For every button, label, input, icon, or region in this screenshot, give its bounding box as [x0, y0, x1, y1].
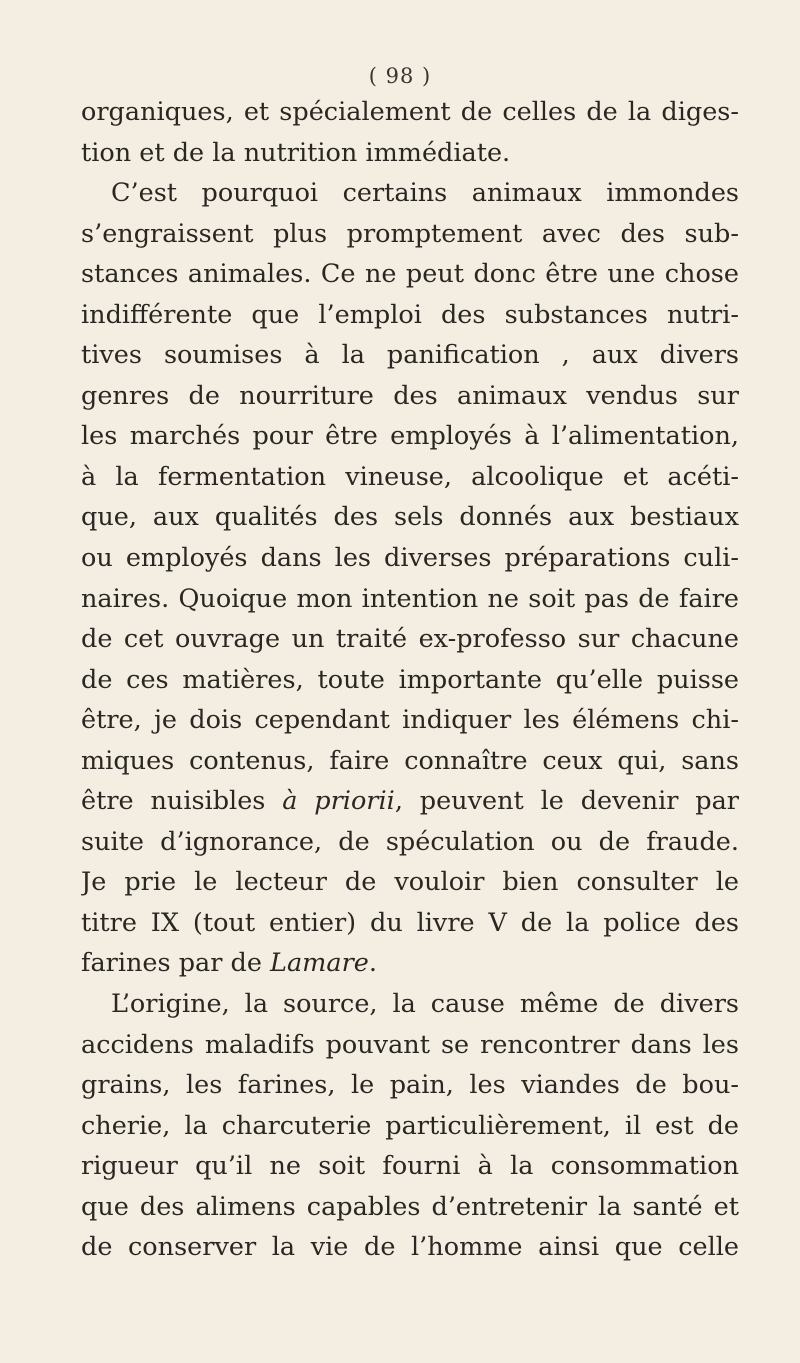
text-line — [81, 335, 739, 376]
text-line — [81, 133, 739, 174]
text-segment: être nuisibles — [81, 786, 283, 817]
text-line — [81, 660, 739, 701]
text-segment: miques contenus, faire connaître ceux qui, sans — [81, 745, 739, 776]
text-segment: . — [368, 948, 377, 979]
text-segment: , peuvent le devenir par — [394, 786, 739, 817]
italic-text: à priorii — [282, 786, 395, 817]
text-segment: naires. Quoique mon intention ne soit pas de faire — [81, 583, 739, 614]
body-text — [81, 92, 739, 1268]
text-segment: indifférente que l’emploi des substances nutri- — [81, 299, 739, 330]
text-segment: de conserver la vie de l’homme ainsi que celle — [81, 1232, 739, 1263]
text-segment: rigueur qu’il ne soit fourni à la consommation — [81, 1151, 739, 1182]
text-line — [81, 376, 739, 417]
text-segment: suite d’ignorance, de spéculation ou de fraude. — [81, 826, 739, 857]
page-number: ( 98 ) — [368, 64, 432, 88]
text-line — [81, 579, 739, 620]
text-line — [81, 1025, 739, 1066]
text-segment: farines par de — [81, 948, 271, 979]
text-line — [81, 1227, 739, 1268]
text-segment: stances animales. Ce ne peut donc être une chose — [81, 259, 739, 290]
text-line — [81, 781, 739, 822]
text-line — [81, 538, 739, 579]
text-segment: cherie, la charcuterie particulièrement, il est de — [81, 1110, 739, 1141]
text-line — [81, 173, 739, 214]
text-line — [81, 497, 739, 538]
text-segment: s’engraissent plus promptement avec des sub- — [81, 218, 739, 249]
text-segment: C’est pourquoi certains animaux immondes — [111, 178, 739, 209]
text-segment: ou employés dans les diverses préparations culi- — [81, 543, 739, 574]
text-segment: être, je dois cependant indiquer les élémens chi- — [81, 705, 739, 736]
text-segment: les marchés pour être employés à l’alimentation, — [81, 421, 739, 452]
text-line — [81, 984, 739, 1025]
text-line — [81, 619, 739, 660]
text-line — [81, 862, 739, 903]
text-segment: titre IX (tout entier) du livre V de la police des — [81, 907, 739, 938]
text-segment: organiques, et spécialement de celles de la diges- — [81, 97, 739, 127]
text-segment: tion et de la nutrition immédiate. — [81, 137, 511, 168]
text-line — [81, 741, 739, 782]
text-line — [81, 1146, 739, 1187]
text-line — [81, 214, 739, 255]
text-line — [81, 822, 739, 863]
text-segment: grains, les farines, le pain, les viandes de bou- — [81, 1070, 739, 1101]
text-segment: L’origine, la source, la cause même de divers — [111, 989, 739, 1020]
text-line — [81, 1106, 739, 1147]
text-line — [81, 1187, 739, 1228]
text-segment: de ces matières, toute importante qu’elle puisse — [81, 664, 739, 695]
text-line — [81, 1065, 739, 1106]
text-segment: de cet ouvrage un traité ex-professo sur chacune — [81, 624, 739, 655]
text-segment: que des alimens capables d’entretenir la santé et — [81, 1191, 739, 1222]
text-segment: que, aux qualités des sels donnés aux bestiaux — [81, 502, 739, 533]
text-segment: genres de nourriture des animaux vendus sur — [81, 380, 739, 411]
text-segment: à la fermentation vineuse, alcoolique et acéti- — [81, 461, 739, 492]
text-line — [81, 254, 739, 295]
text-segment: tives soumises à la panification , aux divers — [81, 340, 739, 371]
text-line — [81, 92, 739, 133]
italic-text: Lamare — [270, 948, 369, 979]
text-segment: accidens maladifs pouvant se rencontrer dans les — [81, 1029, 739, 1060]
text-line — [81, 903, 739, 944]
text-line — [81, 295, 739, 336]
text-line — [81, 943, 739, 984]
text-line — [81, 700, 739, 741]
text-segment: Je prie le lecteur de vouloir bien consulter le — [81, 867, 739, 898]
text-line — [81, 457, 739, 498]
text-line — [81, 416, 739, 457]
